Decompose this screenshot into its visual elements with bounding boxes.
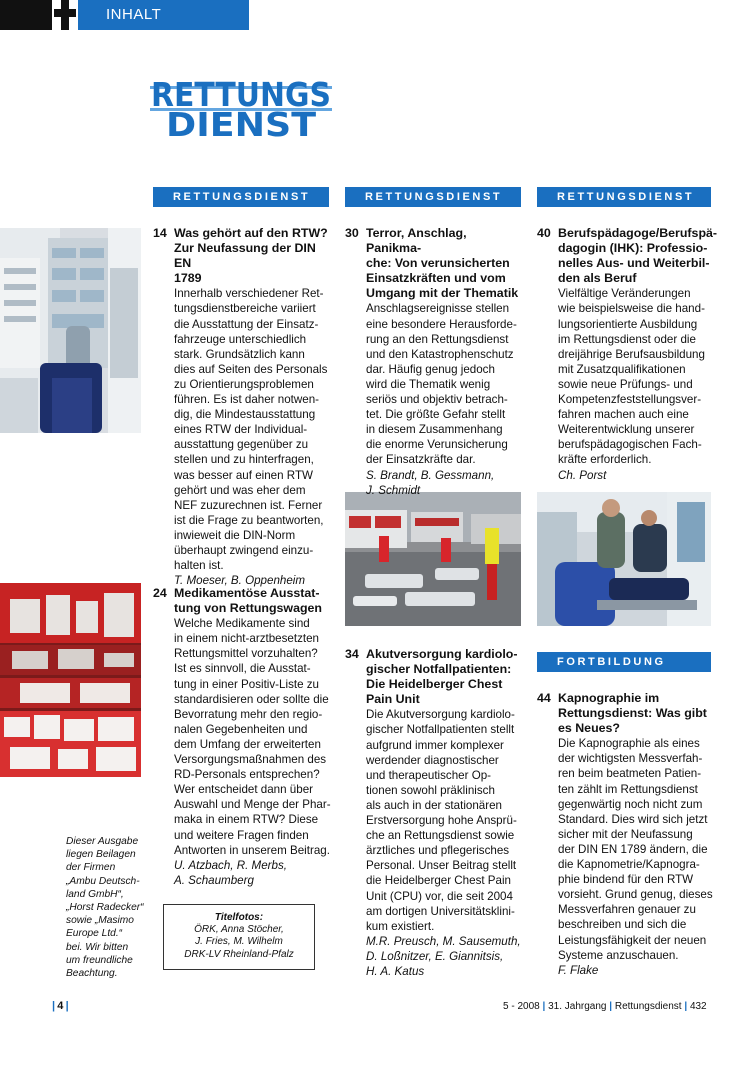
- separator-bar: |: [542, 1001, 546, 1012]
- section-label-text: FORTBILDUNG: [557, 656, 666, 668]
- article-authors: Ch. Porst: [558, 468, 607, 482]
- section-label-fortbildung: [537, 652, 711, 672]
- section-tab-label: INHALT: [106, 6, 162, 23]
- article-40[interactable]: [537, 226, 717, 483]
- article-abstract: Vielfältige Veränderungen wie beispielsweise die hand- lungsorientierte Ausbildung im Rettungsdienst oder die dreijährige Berufsausbildung mit Zusatzqualifikationen sowie neue Prüfungs- und Kompetenzfeststellungsver- fahren machen auch eine Weiterentwicklung unserer berufspädagogischen Fach- kräfte erforderlich.: [558, 287, 705, 467]
- article-authors: S. Brandt, B. Gessmann, J. Schmidt: [366, 468, 495, 497]
- section-label-text: RETTUNGSDIENST: [365, 191, 503, 203]
- photo-disaster-exercise: [345, 492, 521, 626]
- logo-line2: DIENST: [166, 105, 317, 140]
- article-24[interactable]: [153, 586, 333, 888]
- photo-medication-drawers: [0, 583, 141, 777]
- credits-title: Titelfotos:: [214, 912, 264, 923]
- footer-issue: 5 - 2008: [503, 1001, 540, 1012]
- section-label-text: RETTUNGSDIENST: [557, 191, 695, 203]
- article-title: Berufspädagoge/Berufspä- dagogin (IHK): Professio- nelles Aus- und Weiterbil- den als Beruf: [558, 226, 718, 286]
- article-30[interactable]: [345, 226, 525, 498]
- article-title: Was gehört auf den RTW? Zur Neufassung der DIN EN 1789: [174, 226, 328, 286]
- article-abstract: Innerhalb verschiedener Ret- tungsdienstbereiche variiert die Ausstattung der Einsatz- fahrzeuge unterschiedlich stark. Grundsätzlich kann dies auf Seiten des Personals zu Orientierungsproblemen führen. Es ist daher notwen- dig, die Mindestausstattung eines RTW der Individual- ausstattung gegenüber zu stellen und zu hinterfragen, was besser auf einen RTW gehört und was eher dem NEF zuzurechnen ist. Ferner ist die Frage zu beantworten, inwieweit die DIN-Norm überhaupt zwingend einzu- halten ist.: [174, 287, 328, 573]
- photo-rtw-interior: [0, 228, 141, 433]
- article-authors: T. Moeser, B. Oppenheim: [174, 574, 306, 588]
- article-34[interactable]: [345, 647, 525, 979]
- header-black-block: [0, 0, 52, 30]
- article-abstract: Die Akutversorgung kardiolo- gischer Notfallpatienten stellt aufgrund immer komplexer werdender diagnostischer und therapeutischer Op- tionen sowohl präklinisch als auch in der stationären Erstversorgung hohe Ansprü- che an Rettungsdienst sowie ärztliches und pflegerisches Personal. Unser Beitrag stellt die Heidelberger Chest Pain Unit (CPU) vor, die seit 2004 am dortigen Universitätsklini- kum existiert.: [366, 708, 517, 933]
- section-label-col3: [537, 187, 711, 207]
- article-number: 14: [153, 226, 167, 240]
- footer-page-number: | 4 |: [52, 1000, 69, 1012]
- rettungsdienst-logo: [150, 76, 332, 140]
- article-44[interactable]: [537, 691, 717, 978]
- separator-bar: |: [65, 1000, 69, 1012]
- photo-training-ambulance: [537, 492, 711, 626]
- article-number: 44: [537, 691, 551, 705]
- credits-line: ÖRK, Anna Stöcher,: [194, 924, 284, 936]
- footer-issue-info: [503, 1001, 707, 1012]
- cover-photo-credits: [163, 904, 315, 970]
- article-abstract: Anschlagsereignisse stellen eine besondere Herausforde- rung an den Rettungsdienst und den Katastrophenschutz dar. Häufig genug jedoch wird die Thematik wenig seriös und objektiv betrach- tet. Die größte Gefahr stellt in diesem Zusammenhang die enorme Verunsicherung der Einsatzkräfte dar.: [366, 302, 517, 467]
- section-label-text: RETTUNGSDIENST: [173, 191, 311, 203]
- article-number: 24: [153, 586, 167, 600]
- article-authors: M.R. Preusch, M. Sausemuth, D. Loßnitzer, E. Giannitsis, H. A. Katus: [366, 934, 521, 978]
- separator-bar: |: [684, 1001, 688, 1012]
- logo-line1: RETTUNGS: [151, 76, 331, 114]
- footer-total-page: 432: [689, 1001, 707, 1012]
- article-authors: F. Flake: [558, 963, 599, 977]
- footer-volume: 31. Jahrgang: [548, 1001, 607, 1012]
- section-tab-inhalt: [78, 0, 249, 30]
- separator-bar: |: [52, 1000, 56, 1012]
- article-title: Akutversorgung kardiolo- gischer Notfallpatienten: Die Heidelberger Chest Pain Unit: [366, 647, 518, 707]
- section-label-col2: [345, 187, 521, 207]
- article-number: 30: [345, 226, 359, 240]
- article-abstract: Die Kapnographie als eines der wichtigsten Messverfah- ren beim beatmeten Patien- ten zählt im Rettungsdienst gegenwärtig noch nicht zum Standard. Dies wird sich jetzt sicher mit der Neufassung der DIN EN 1789 ändern, die die Kapnometrie/Kapnogra- phie bindend für den RTW vorsieht. Grund genug, dieses Messverfahren genauer zu beschreiben und sich die Leistungsfähigkeit der neuen Systeme anzuschauen.: [558, 737, 713, 962]
- article-14[interactable]: [153, 226, 333, 588]
- section-label-col1: [153, 187, 329, 207]
- plus-icon: [54, 0, 76, 30]
- article-abstract: Welche Medikamente sind in einem nicht-arztbesetzten Rettungsmittel vorzuhalten? Ist es sinnvoll, die Ausstat- tung in einer Positiv-Liste zu standardisieren oder sollte die Bevorratung mehr den regio- nalen Gegebenheiten und dem Umfang der erweiterten Versorgungsmaßnahmen des RD-Personals entsprechen? Wer entscheidet dann über Auswahl und Menge der Phar- maka in einem RTW? Diese und weitere Fragen finden Antworten in unserem Beitrag.: [174, 617, 331, 857]
- article-title: Medikamentöse Ausstat- tung von Rettungswagen: [174, 586, 322, 616]
- article-authors: U. Atzbach, R. Merbs, A. Schaumberg: [174, 858, 287, 887]
- credits-line: DRK-LV Rheinland-Pfalz: [184, 948, 294, 960]
- credits-line: J. Fries, M. Wilhelm: [195, 936, 283, 948]
- supplement-note: Dieser Ausgabe liegen Beilagen der Firmen „Ambu Deutsch- land GmbH“, „Horst Radecker“ sowie „Masimo Europe Ltd.“ bei. Wir bitten um freundliche Beachtung.: [66, 836, 144, 980]
- footer-magazine: Rettungsdienst: [614, 1001, 682, 1012]
- article-title: Terror, Anschlag, Panikma- che: Von verunsicherten Einsatzkräften und vom Umgang mit der Thematik: [366, 226, 519, 301]
- article-title: Kapnographie im Rettungsdienst: Was gibt es Neues?: [558, 691, 707, 736]
- separator-bar: |: [609, 1001, 613, 1012]
- article-number: 34: [345, 647, 359, 661]
- article-number: 40: [537, 226, 551, 240]
